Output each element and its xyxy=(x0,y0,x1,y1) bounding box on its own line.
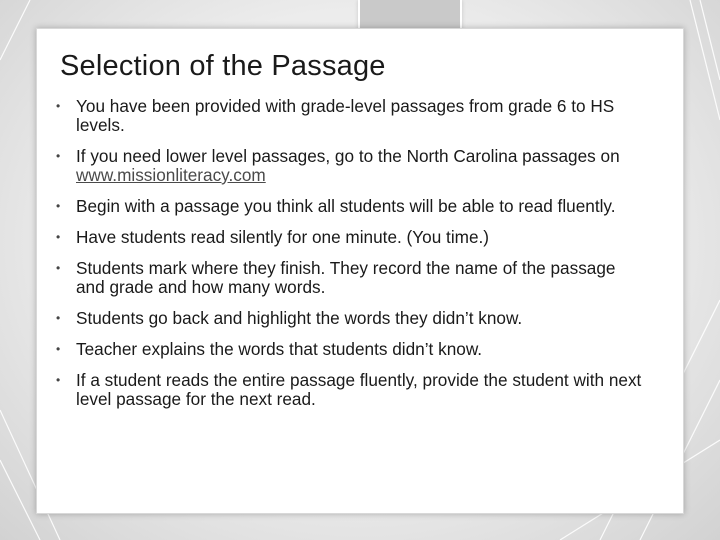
bullet-text: If a student reads the entire passage fluently, provide the student with next level passage for the next read. xyxy=(76,370,642,409)
bullet-text: Have students read silently for one minute. (You time.) xyxy=(76,227,490,247)
bullet-item xyxy=(56,147,646,185)
bullet-dot-icon: • xyxy=(56,199,61,213)
bullet-dot-icon: • xyxy=(56,230,61,244)
bullet-dot-icon: • xyxy=(56,342,61,356)
bullet-text: Students mark where they finish. They record the name of the passage and grade and how many words. xyxy=(76,258,616,297)
bullet-dot-icon: • xyxy=(56,99,61,113)
bullet-list xyxy=(56,97,646,421)
bullet-dot-icon: • xyxy=(56,149,61,163)
bullet-item xyxy=(56,371,646,409)
bullet-text: Teacher explains the words that students didn’t know. xyxy=(76,339,483,359)
bullet-item xyxy=(56,340,646,359)
bullet-dot-icon: • xyxy=(56,311,61,325)
bullet-item xyxy=(56,197,646,216)
bullet-dot-icon: • xyxy=(56,373,61,387)
bullet-text: If you need lower level passages, go to the North Carolina passages on xyxy=(76,146,620,166)
bullet-dot-icon: • xyxy=(56,261,61,275)
bullet-text: You have been provided with grade-level passages from grade 6 to HS levels. xyxy=(76,96,615,135)
bullet-item xyxy=(56,259,646,297)
bullet-item xyxy=(56,97,646,135)
bullet-item xyxy=(56,309,646,328)
bullet-text: Begin with a passage you think all students will be able to read fluently. xyxy=(76,196,616,216)
slide-title: Selection of the Passage xyxy=(60,50,386,82)
bullet-item xyxy=(56,228,646,247)
mission-literacy-link[interactable]: www.missionliteracy.com xyxy=(76,165,266,185)
bullet-text: Students go back and highlight the words they didn’t know. xyxy=(76,308,523,328)
